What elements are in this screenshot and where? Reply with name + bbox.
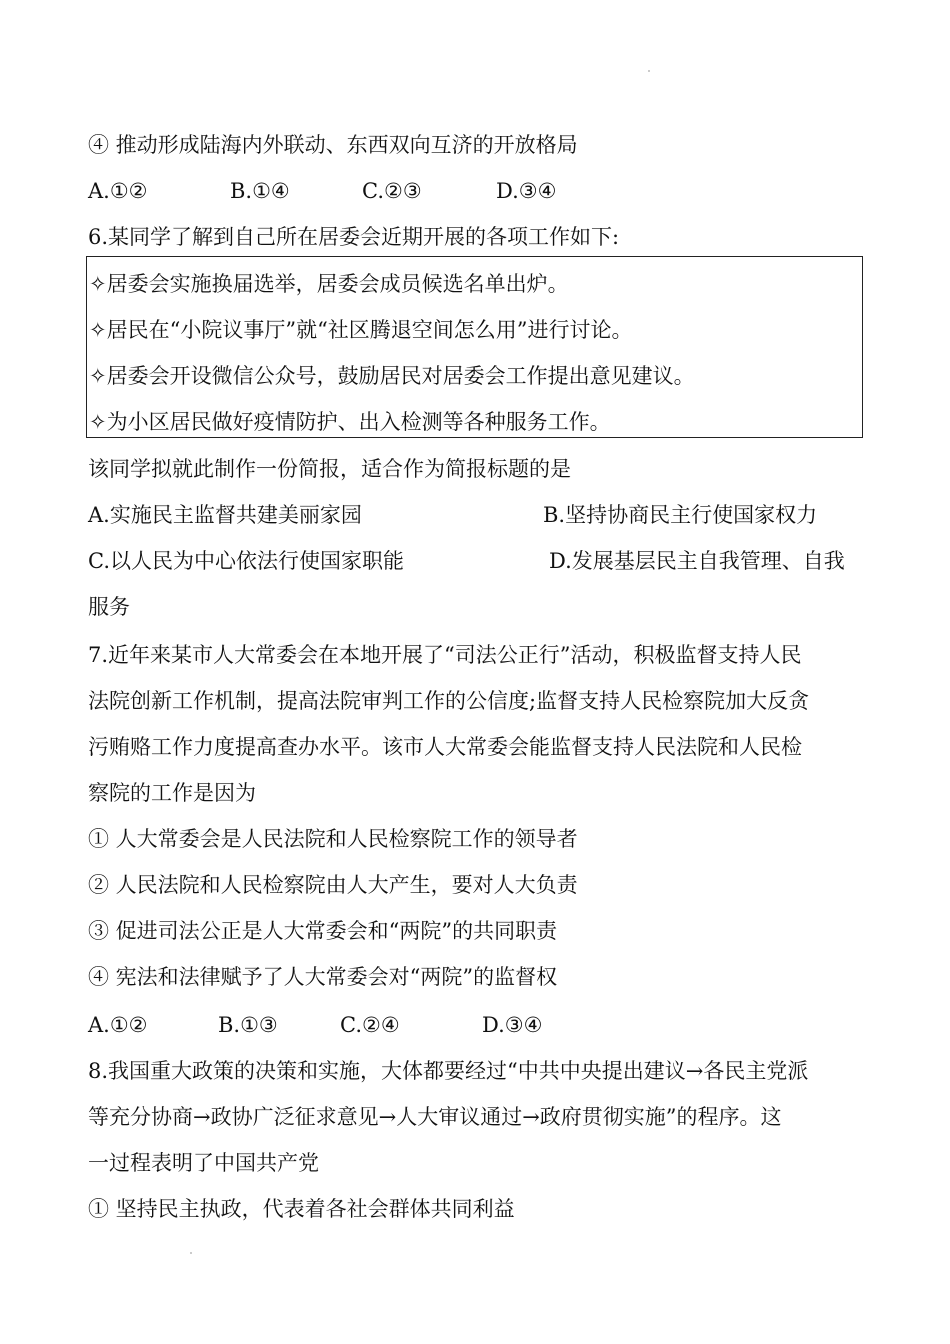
q6-option-c[interactable]: C.以人民为中心依法行使国家职能 — [88, 549, 404, 573]
q8-item-1: ① 坚持民主执政，代表着各社会群体共同利益 — [88, 1197, 515, 1221]
q7-item-4: ④ 宪法和法律赋予了人大常委会对“两院”的监督权 — [88, 965, 558, 989]
q6-box-item-1: ✧居委会实施换届选举，居委会成员候选名单出炉。 — [89, 272, 569, 296]
q7-stem-line-3: 污贿赂工作力度提高查办水平。该市人大常委会能监督支持人民法院和人民检 — [88, 735, 802, 759]
q8-stem-line-2: 等充分协商→政协广泛征求意见→人大审议通过→政府贯彻实施”的程序。这 — [88, 1105, 782, 1129]
q6-option-b[interactable]: B.坚持协商民主行使国家权力 — [543, 503, 818, 527]
q5-option-b[interactable]: B.①④ — [230, 179, 290, 203]
q6-prompt: 该同学拟就此制作一份简报，适合作为简报标题的是 — [88, 457, 571, 481]
q5-option-d[interactable]: D.③④ — [496, 179, 557, 203]
q7-item-3: ③ 促进司法公正是人大常委会和“两院”的共同职责 — [88, 919, 558, 943]
q5-option-c[interactable]: C.②③ — [362, 179, 422, 203]
q7-option-d[interactable]: D.③④ — [482, 1013, 543, 1037]
q5-option-a[interactable]: A.①② — [88, 179, 148, 203]
q6-box-item-4: ✧为小区居民做好疫情防护、出入检测等各种服务工作。 — [89, 410, 611, 434]
q7-stem-line-2: 法院创新工作机制，提高法院审判工作的公信度;监督支持人民检察院加大反贪 — [88, 689, 810, 713]
scan-speck-bottom — [190, 1252, 192, 1254]
q6-option-d[interactable]: D.发展基层民主自我管理、自我 — [549, 549, 845, 573]
q7-stem-line-1: 7.近年来某市人大常委会在本地开展了“司法公正行”活动，积极监督支持人民 — [88, 643, 802, 667]
q6-option-a[interactable]: A.实施民主监督共建美丽家园 — [88, 503, 362, 527]
q7-option-a[interactable]: A.①② — [88, 1013, 148, 1037]
q7-item-1: ① 人大常委会是人民法院和人民检察院工作的领导者 — [88, 827, 578, 851]
q6-info-box — [86, 256, 863, 438]
q6-stem: 6.某同学了解到自己所在居委会近期开展的各项工作如下: — [88, 225, 620, 249]
q8-stem-line-3: 一过程表明了中国共产党 — [88, 1151, 319, 1175]
q7-item-2: ② 人民法院和人民检察院由人大产生，要对人大负责 — [88, 873, 578, 897]
q7-option-b[interactable]: B.①③ — [218, 1013, 278, 1037]
q5-item-4: ④ 推动形成陆海内外联动、东西双向互济的开放格局 — [88, 133, 578, 157]
q8-stem-line-1: 8.我国重大政策的决策和实施，大体都要经过“中共中央提出建议→各民主党派 — [88, 1059, 809, 1083]
q7-option-c[interactable]: C.②④ — [340, 1013, 400, 1037]
q6-box-item-3: ✧居委会开设微信公众号，鼓励居民对居委会工作提出意见建议。 — [89, 364, 695, 388]
q7-stem-line-4: 察院的工作是因为 — [88, 781, 256, 805]
q6-box-item-2: ✧居民在“小院议事厅”就“社区腾退空间怎么用”进行讨论。 — [89, 318, 633, 342]
q6-option-d-wrap: 服务 — [88, 595, 130, 619]
scan-speck-top — [648, 70, 650, 72]
